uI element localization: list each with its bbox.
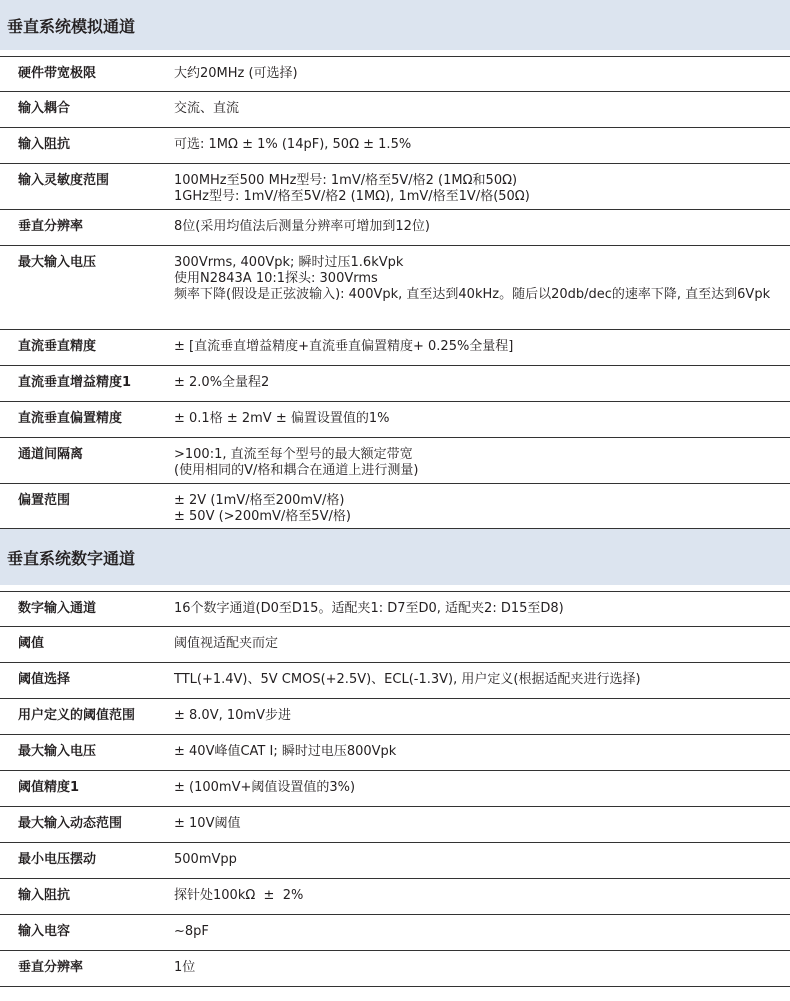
spec-value <box>174 627 790 662</box>
spec-value-line: ± (100mV+阈值设置值的3%) <box>174 780 356 795</box>
spec-label: 最大输入电压 <box>18 255 97 270</box>
spec-label: 垂直分辨率 <box>18 960 84 975</box>
table-row <box>0 951 790 987</box>
table-row <box>0 330 790 366</box>
spec-value <box>174 592 790 626</box>
spec-value <box>174 402 790 437</box>
table-row <box>0 128 790 164</box>
table-row <box>0 484 790 529</box>
spec-label: 直流垂直偏置精度 <box>18 411 123 426</box>
digital-section-header <box>0 529 790 585</box>
table-row <box>0 915 790 951</box>
spec-value-line: TTL(+1.4V)、5V CMOS(+2.5V)、ECL(‐1.3V), 用户定义(根据适配夹进行选择) <box>174 672 641 687</box>
spec-value <box>174 879 790 914</box>
spec-label: 直流垂直增益精度1 <box>18 375 132 390</box>
spec-label: 最大输入动态范围 <box>18 816 123 831</box>
spec-label: 阈值选择 <box>18 672 71 687</box>
table-row <box>0 366 790 402</box>
table-row <box>0 699 790 735</box>
spec-label: 通道间隔离 <box>18 447 84 462</box>
spec-value-line: 阈值视适配夹而定 <box>174 636 279 651</box>
table-row <box>0 735 790 771</box>
spec-label: 垂直分辨率 <box>18 219 84 234</box>
spec-value-line: ± 40V峰值CAT I; 瞬时过电压800Vpk <box>174 744 397 759</box>
spec-value-line: ± 8.0V, 10mV步进 <box>174 708 291 723</box>
spec-value-line: 使用N2843A 10:1探头: 300Vrms <box>174 271 378 286</box>
spec-value <box>174 484 790 528</box>
spec-value <box>174 164 790 209</box>
spec-value-line: (使用相同的V/格和耦合在通道上进行测量) <box>174 463 419 478</box>
spec-label: 最大输入电压 <box>18 744 97 759</box>
spec-value-line: ± 2V (1mV/格至200mV/格) <box>174 493 345 508</box>
spec-value-line: ~8pF <box>174 924 209 939</box>
spec-value <box>174 330 790 365</box>
spec-label: 阈值精度1 <box>18 780 80 795</box>
table-row <box>0 591 790 627</box>
spec-value <box>174 366 790 401</box>
table-row <box>0 843 790 879</box>
spec-label: 输入电容 <box>18 924 71 939</box>
spec-value <box>174 951 790 986</box>
spec-value-line: 1位 <box>174 960 196 975</box>
spec-label: 输入耦合 <box>18 101 71 116</box>
spec-value-line: ± [直流垂直增益精度+直流垂直偏置精度+ 0.25%全量程] <box>174 339 514 354</box>
spec-value-line: 大约20MHz (可选择) <box>174 66 298 81</box>
spec-value <box>174 699 790 734</box>
spec-value <box>174 663 790 698</box>
table-row <box>0 164 790 210</box>
spec-value-line: 频率下降(假设是正弦波输入): 400Vpk, 直至达到40kHz。随后以20db/dec的速率下降, 直至达到6Vpk <box>174 287 771 302</box>
spec-value-line: 可选: 1MΩ ± 1% (14pF), 50Ω ± 1.5% <box>174 137 412 152</box>
spec-value-line: 探针处100kΩ ± 2% <box>174 888 304 903</box>
spec-value <box>174 246 790 329</box>
spec-value <box>174 57 790 91</box>
analog-section-header <box>0 0 790 50</box>
spec-label: 最小电压摆动 <box>18 852 97 867</box>
digital-spec-table <box>0 591 790 987</box>
spec-label: 用户定义的阈值范围 <box>18 708 136 723</box>
spec-value <box>174 915 790 950</box>
spec-value <box>174 128 790 163</box>
table-row <box>0 92 790 128</box>
table-row <box>0 402 790 438</box>
spec-label: 输入灵敏度范围 <box>18 173 110 188</box>
spec-value <box>174 771 790 806</box>
table-row <box>0 627 790 663</box>
spec-value-line: 500mVpp <box>174 852 237 867</box>
spec-value <box>174 210 790 245</box>
spec-label: 阈值 <box>18 636 45 651</box>
analog-section-title: 垂直系统模拟通道 <box>7 16 136 36</box>
spec-value-line: 16个数字通道(D0至D15。适配夹1: D7至D0, 适配夹2: D15至D8) <box>174 601 564 616</box>
table-row <box>0 771 790 807</box>
digital-section-title: 垂直系统数字通道 <box>7 548 136 568</box>
analog-spec-table <box>0 56 790 529</box>
spec-value-line: >100:1, 直流至每个型号的最大额定带宽 <box>174 447 413 462</box>
spec-value-line: ± 50V (>200mV/格至5V/格) <box>174 509 351 524</box>
spec-value-line: 8位(采用均值法后测量分辨率可增加到12位) <box>174 219 430 234</box>
table-row <box>0 438 790 484</box>
spec-label: 硬件带宽极限 <box>18 66 97 81</box>
spec-value <box>174 843 790 878</box>
spec-value-line: 100MHz至500 MHz型号: 1mV/格至5V/格2 (1MΩ和50Ω) <box>174 173 518 188</box>
spec-label: 直流垂直精度 <box>18 339 97 354</box>
table-row <box>0 210 790 246</box>
spec-label: 输入阻抗 <box>18 888 71 903</box>
spec-value-line: 交流、直流 <box>174 101 240 116</box>
table-row <box>0 807 790 843</box>
spec-value-line: 300Vrms, 400Vpk; 瞬时过压1.6kVpk <box>174 255 404 270</box>
spec-value <box>174 438 790 483</box>
spec-value-line: ± 2.0%全量程2 <box>174 375 270 390</box>
spec-label: 偏置范围 <box>18 493 71 508</box>
table-row <box>0 879 790 915</box>
spec-label: 数字输入通道 <box>18 601 97 616</box>
spec-value-line: ± 0.1格 ± 2mV ± 偏置设置值的1% <box>174 411 390 426</box>
spec-value <box>174 92 790 127</box>
spec-value <box>174 735 790 770</box>
spec-value-line: ± 10V阈值 <box>174 816 241 831</box>
spec-value-line: 1GHz型号: 1mV/格至5V/格2 (1MΩ), 1mV/格至1V/格(50Ω) <box>174 189 530 204</box>
table-row <box>0 663 790 699</box>
table-row <box>0 246 790 330</box>
spec-label: 输入阻抗 <box>18 137 71 152</box>
table-row <box>0 56 790 92</box>
spec-value <box>174 807 790 842</box>
